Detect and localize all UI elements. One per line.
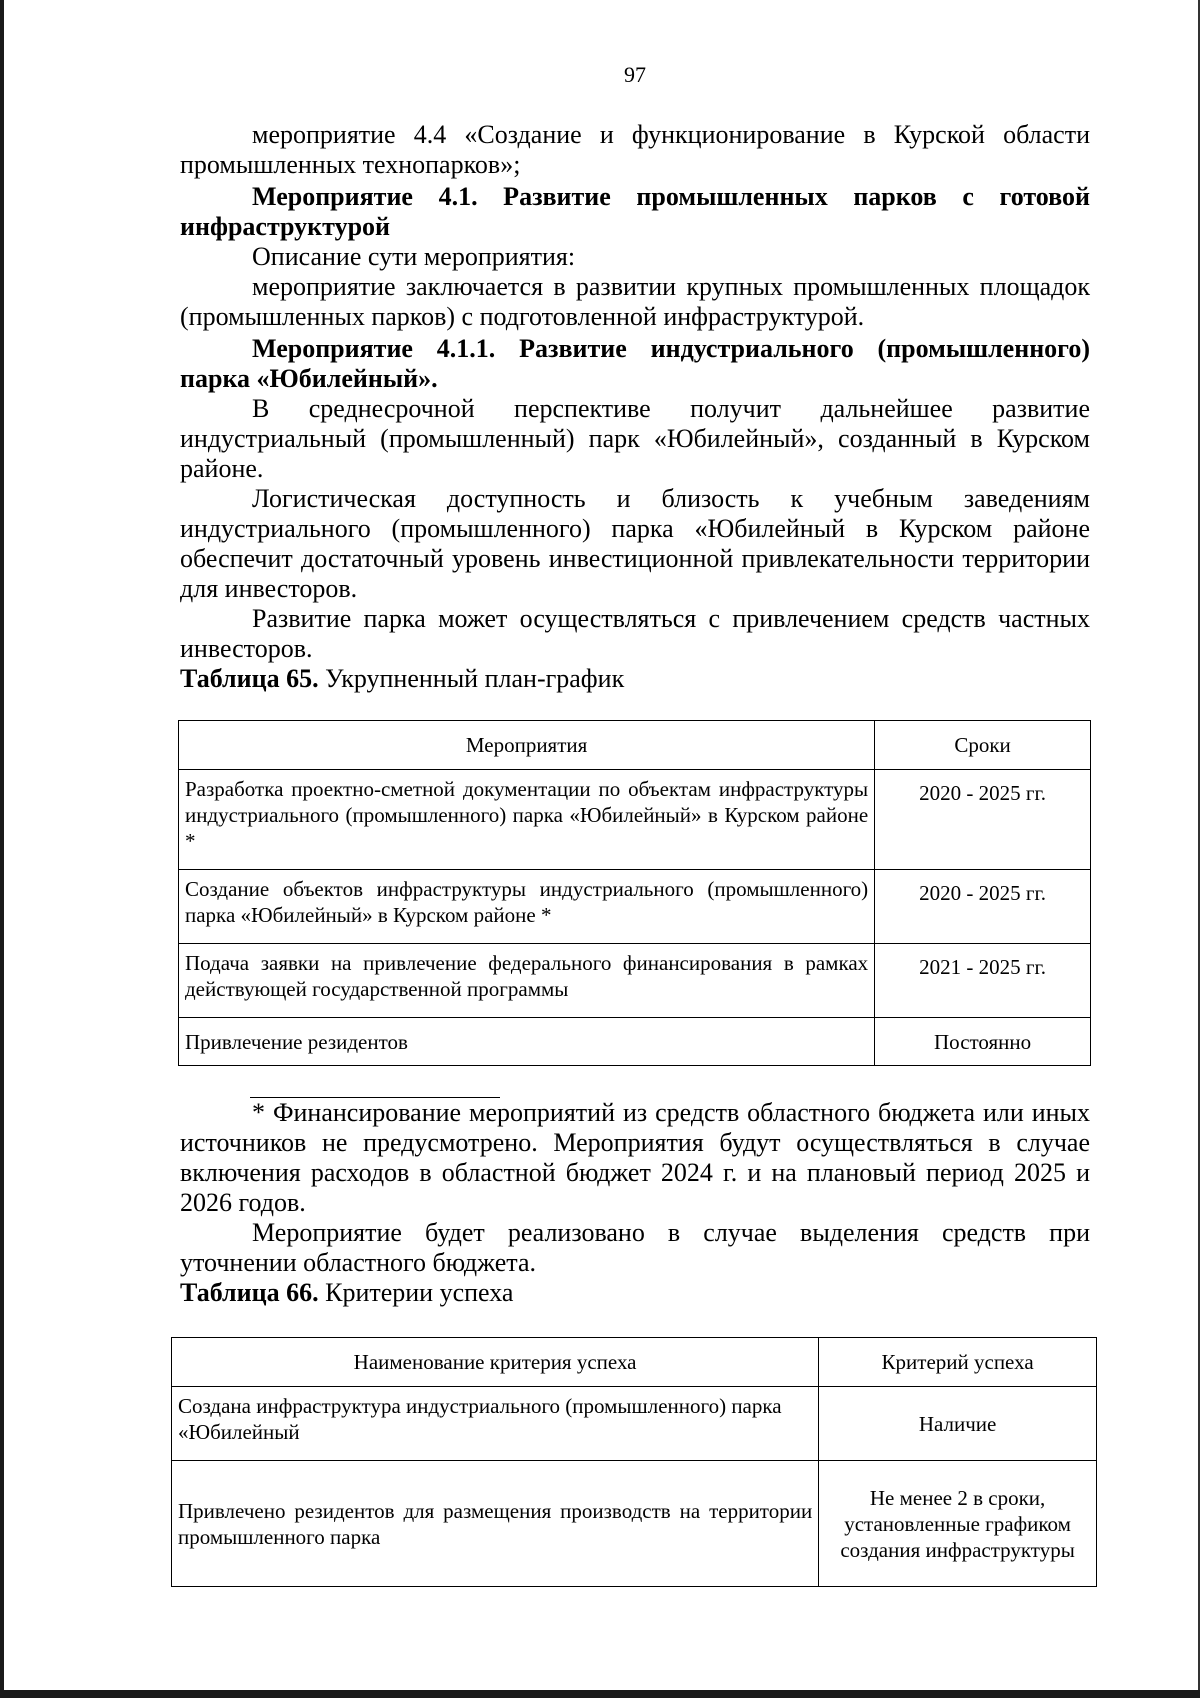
paragraph: мероприятие 4.4 «Создание и функционирование в Курской области промышленных технопарков»; bbox=[180, 120, 1090, 179]
table-65-caption bbox=[180, 664, 1090, 694]
table-row bbox=[179, 870, 1091, 944]
lower-text bbox=[180, 1098, 1090, 1308]
table-66 bbox=[171, 1337, 1097, 1587]
table-cell: Создана инфраструктура индустриального (промышленного) парка «Юбилейный bbox=[172, 1387, 819, 1461]
table-cell: Разработка проектно-сметной документации по объектам инфраструктуры индустриального (промышленного) парка «Юбилейный» в Курском районе * bbox=[179, 770, 875, 870]
caption-text: Критерии успеха bbox=[318, 1278, 514, 1307]
main-text bbox=[180, 120, 1090, 694]
column-header: Сроки bbox=[875, 721, 1091, 770]
caption-text: Укрупненный план-график bbox=[318, 664, 625, 693]
table-cell: 2020 - 2025 гг. bbox=[875, 770, 1091, 870]
column-header: Наименование критерия успеха bbox=[172, 1338, 819, 1387]
table-cell: 2021 - 2025 гг. bbox=[875, 944, 1091, 1018]
table-66-caption bbox=[180, 1278, 1090, 1308]
table-cell: Привлечение резидентов bbox=[179, 1018, 875, 1066]
scan-edge-bottom bbox=[0, 1690, 1200, 1698]
table-cell: 2020 - 2025 гг. bbox=[875, 870, 1091, 944]
caption-label: Таблица 65. bbox=[180, 664, 319, 693]
section-heading-4-1-1: Мероприятие 4.1.1. Развитие индустриального (промышленного) парка «Юбилейный». bbox=[180, 334, 1090, 393]
paragraph: В среднесрочной перспективе получит дальнейшее развитие индустриальный (промышленный) парк «Юбилейный», созданный в Курском районе. bbox=[180, 394, 1090, 483]
caption-label: Таблица 66. bbox=[180, 1278, 319, 1307]
page-number: 97 bbox=[624, 62, 646, 87]
table-65 bbox=[178, 720, 1091, 1066]
table-row bbox=[179, 1018, 1091, 1066]
column-header: Критерий успеха bbox=[819, 1338, 1097, 1387]
footnote: * Финансирование мероприятий из средств областного бюджета или иных источников не предусмотрено. Мероприятия будут осуществляться в случае включения расходов в областной бюджет 2024 г. и на плановый период 2025 и 2026 годов. bbox=[180, 1098, 1090, 1217]
table-cell: Подача заявки на привлечение федерального финансирования в рамках действующей государственной программы bbox=[179, 944, 875, 1018]
table-cell: Не менее 2 в сроки, установленные графиком создания инфраструктуры bbox=[819, 1461, 1097, 1587]
table-header-row bbox=[172, 1338, 1097, 1387]
table-cell: Постоянно bbox=[875, 1018, 1091, 1066]
table-row bbox=[172, 1461, 1097, 1587]
table-row bbox=[179, 944, 1091, 1018]
paragraph: Мероприятие будет реализовано в случае выделения средств при уточнении областного бюджета. bbox=[180, 1218, 1090, 1277]
table-cell: Наличие bbox=[819, 1387, 1097, 1461]
column-header: Мероприятия bbox=[179, 721, 875, 770]
table-cell: Создание объектов инфраструктуры индустриального (промышленного) парка «Юбилейный» в Курском районе * bbox=[179, 870, 875, 944]
table-header-row bbox=[179, 721, 1091, 770]
table-row bbox=[179, 770, 1091, 870]
scan-edge-left bbox=[0, 0, 4, 1698]
paragraph: Развитие парка может осуществляться с привлечением средств частных инвесторов. bbox=[180, 604, 1090, 663]
paragraph: мероприятие заключается в развитии крупных промышленных площадок (промышленных парков) с подготовленной инфраструктурой. bbox=[180, 272, 1090, 331]
table-row bbox=[172, 1387, 1097, 1461]
paragraph: Описание сути мероприятия: bbox=[252, 242, 576, 271]
section-heading-4-1: Мероприятие 4.1. Развитие промышленных парков с готовой инфраструктурой bbox=[180, 182, 1090, 241]
table-cell: Привлечено резидентов для размещения производств на территории промышленного парка bbox=[172, 1461, 819, 1587]
paragraph: Логистическая доступность и близость к учебным заведениям индустриального (промышленного) парка «Юбилейный в Курском районе обеспечит достаточный уровень инвестиционной привлекательности территории для инвесторов. bbox=[180, 484, 1090, 603]
